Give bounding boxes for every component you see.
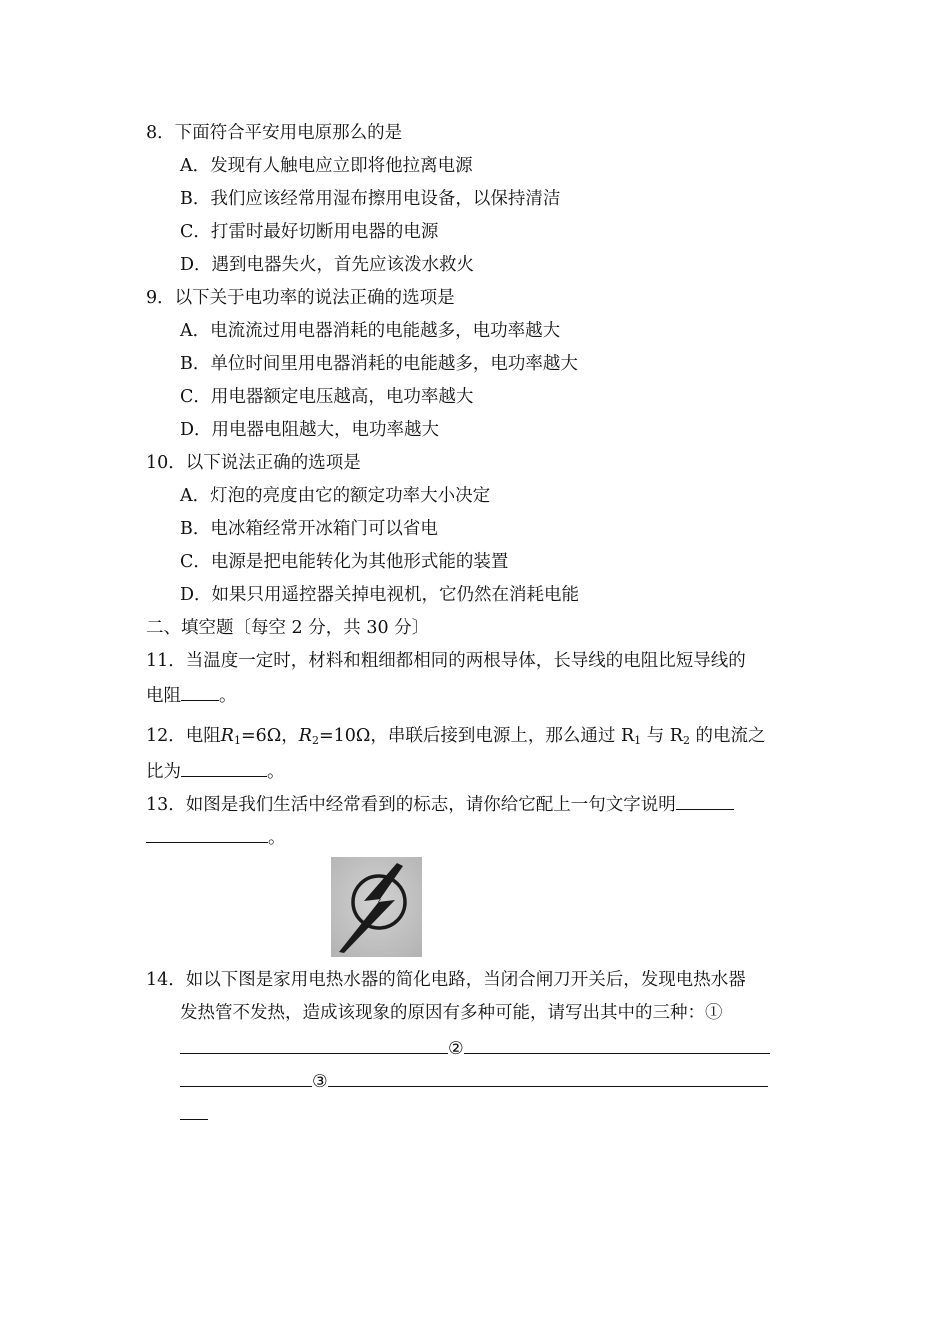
answer-blank[interactable] [676,792,734,810]
circled-2: ② [448,1039,464,1059]
answer-blank-1[interactable] [180,1036,448,1054]
r2-formula: $R_2=10\Omega$ [298,726,371,747]
question-8-option-b: B．我们应该经常用湿布擦用电设备，以保持清洁 [180,189,561,209]
subscript-2: 2 [682,734,690,747]
answer-blank[interactable] [181,683,219,701]
circled-3: ③ [312,1072,328,1092]
answer-blank[interactable] [181,759,267,777]
question-8-option-a: A．发现有人触电应立即将他拉离电源 [180,156,473,176]
answer-blank-3[interactable] [328,1069,768,1087]
question-12-text-and: 与 R [641,726,683,746]
answer-blank-2[interactable] [464,1036,770,1054]
question-13-text: 13．如图是我们生活中经常看到的标志，请你给它配上一句文字说明 [146,795,676,815]
question-9-option-d: D．用电器电阻越大，电功率越大 [180,420,440,440]
question-11-line1: 11．当温度一定时，材料和粗细都相同的两根导体，长导线的电阻比短导线的 [146,651,746,671]
question-12-text: ，串联后接到电源上，那么通过 R [370,726,635,746]
question-14-line4 [180,1069,768,1093]
question-12-label: 12．电阻 [146,726,221,746]
question-14-line1: 14．如以下图是家用电热水器的简化电路，当闭合闸刀开关后，发现电热水器 [146,970,746,990]
question-12-text2: 比为 [146,762,181,782]
lightning-sign-icon [331,857,422,957]
answer-blank-2-continued[interactable] [180,1069,312,1087]
question-9-option-a: A．电流流过用电器消耗的电能越多，电功率越大 [180,321,561,341]
question-10-option-c: C．电源是把电能转化为其他形式能的装置 [180,552,509,572]
question-13-line1 [146,792,734,816]
question-11-line2 [146,683,237,707]
comma: ， [281,726,299,746]
question-8-option-c: C．打雷时最好切断用电器的电源 [180,222,439,242]
question-10-option-d: D．如果只用遥控器关掉电视机，它仍然在消耗电能 [180,585,580,605]
period: 。 [219,686,237,706]
question-12-line1 [146,725,766,752]
question-8-option-d: D．遇到电器失火，首先应该泼水救火 [180,255,475,275]
question-11-text: 电阻 [146,686,181,706]
answer-blank-3-continued[interactable] [180,1102,208,1120]
question-12-line2 [146,759,285,783]
subscript-1: 1 [634,734,642,747]
question-9-option-b: B．单位时间里用电器消耗的电能越多，电功率越大 [180,354,578,374]
question-14-line3 [180,1036,770,1060]
question-14-line5 [180,1102,208,1126]
question-14-line2: 发热管不发热，造成该现象的原因有多种可能，请写出其中的三种：① [180,1003,723,1023]
question-13-line2 [146,825,286,849]
period: 。 [267,762,285,782]
question-9-option-c: C．用电器额定电压越高，电功率越大 [180,387,474,407]
question-10-stem: 10．以下说法正确的选项是 [146,453,361,473]
answer-blank-continued[interactable] [146,825,268,843]
period: 。 [268,828,286,848]
r1-formula: $R_1=6\Omega$ [220,726,282,747]
question-9-stem: 9．以下关于电功率的说法正确的选项是 [146,288,455,308]
question-10-option-b: B．电冰箱经常开冰箱门可以省电 [180,519,438,539]
question-8-stem: 8．下面符合平安用电原那么的是 [146,123,403,143]
question-10-option-a: A．灯泡的亮度由它的额定功率大小决定 [180,486,491,506]
question-12-text-end: 的电流之 [689,726,766,746]
section-heading: 二、填空题〔每空 2 分，共 30 分〕 [146,618,430,638]
